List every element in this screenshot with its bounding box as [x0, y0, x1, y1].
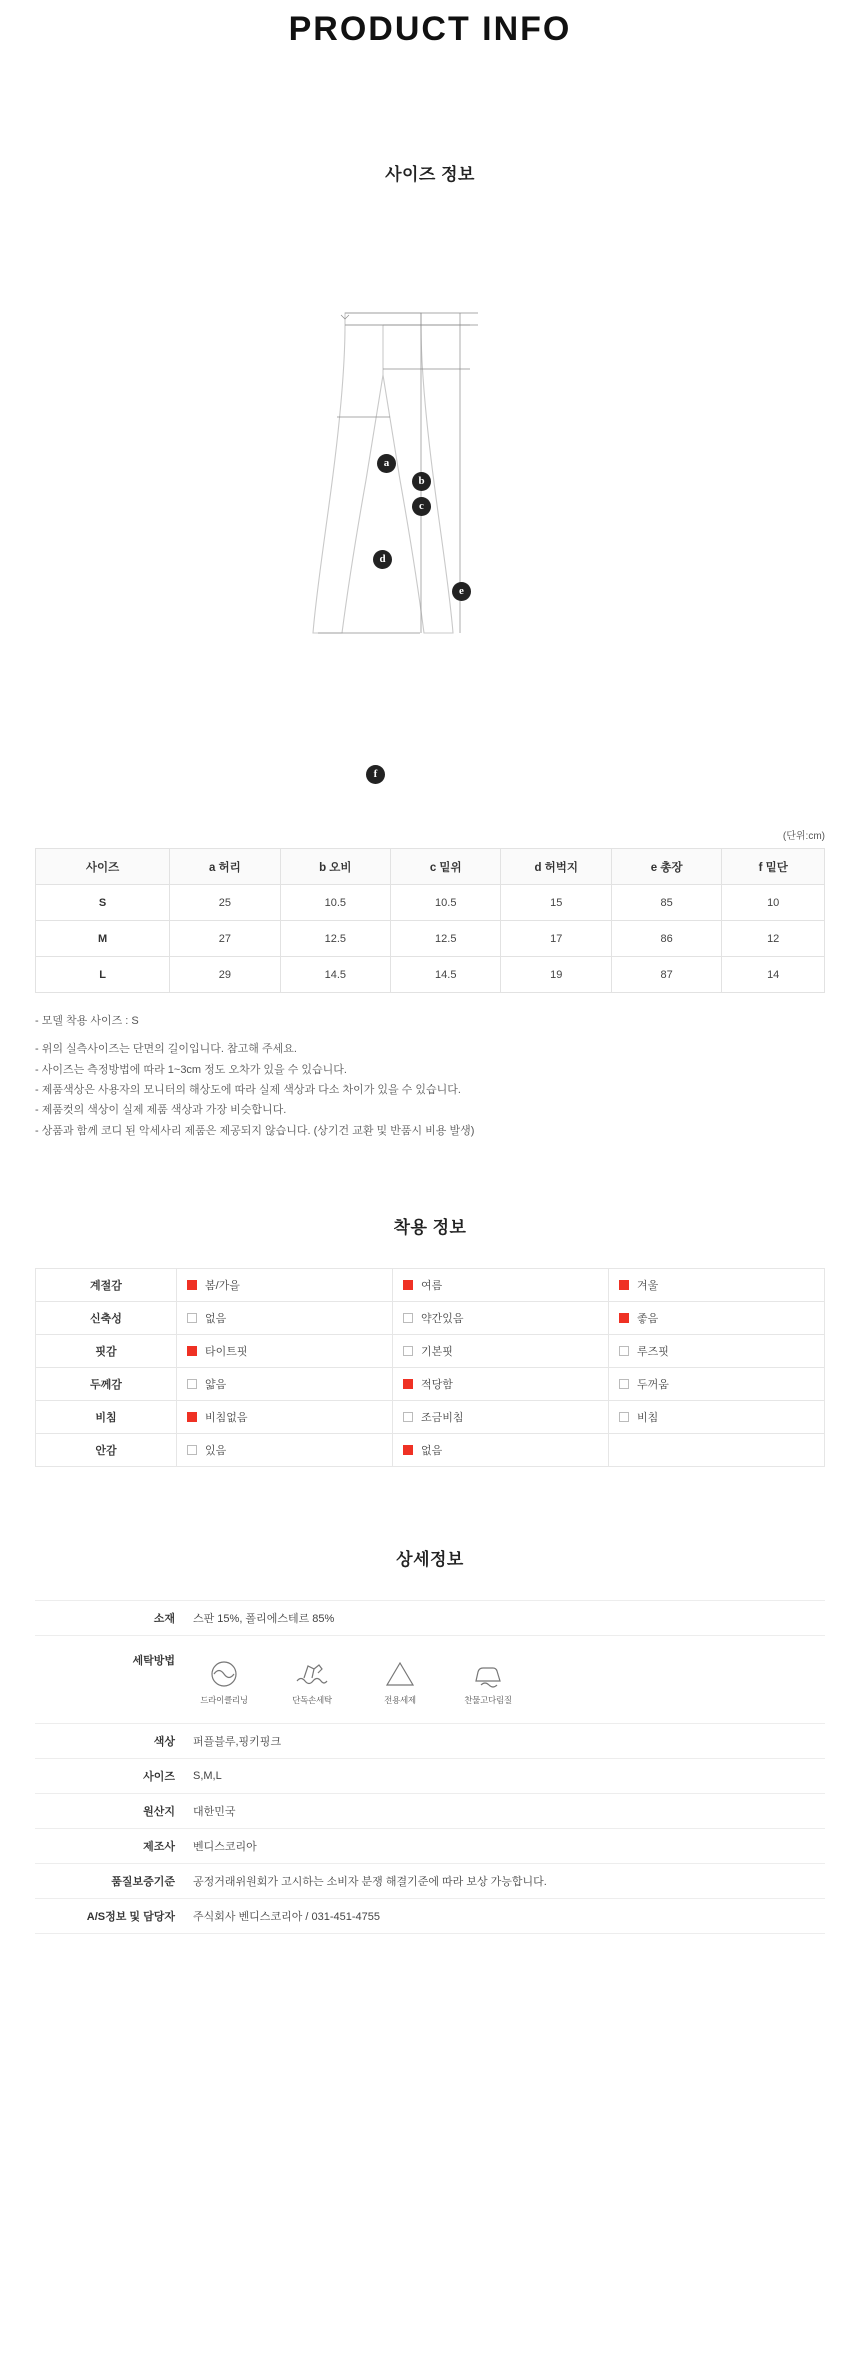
- leggings-outline-svg: [0, 225, 860, 645]
- wear-option-cell[interactable]: [177, 1269, 393, 1302]
- marker-d: d: [373, 550, 392, 569]
- wear-option-label: 적당함: [421, 1379, 453, 1392]
- wear-option-cell[interactable]: [393, 1269, 609, 1302]
- checkbox-icon[interactable]: [619, 1313, 629, 1323]
- marker-b: b: [412, 472, 431, 491]
- detail-key: 품질보증기준: [35, 1864, 193, 1899]
- wear-option-cell[interactable]: [609, 1269, 825, 1302]
- checkbox-icon[interactable]: [403, 1445, 413, 1455]
- wear-option-cell[interactable]: [177, 1401, 393, 1434]
- wear-option-label: 없음: [205, 1313, 227, 1326]
- table-row: [35, 1724, 825, 1759]
- size-cell: 85: [611, 885, 721, 921]
- size-col-3: c 밑위: [391, 849, 501, 885]
- wash-method-cell: [193, 1636, 825, 1724]
- detail-key: 소재: [35, 1601, 193, 1636]
- size-cell: 19: [501, 957, 611, 993]
- checkbox-icon[interactable]: [187, 1280, 197, 1290]
- wash-caption: 드라이클리닝: [200, 1695, 248, 1706]
- detail-value: 주식회사 벤디스코리아 / 031-451-4755: [193, 1899, 825, 1934]
- table-row: [36, 1434, 825, 1467]
- table-row: [35, 1794, 825, 1829]
- detail-value: 벤디스코리아: [193, 1829, 825, 1864]
- wear-option-label: 있음: [205, 1445, 227, 1458]
- wash-caption: 단독손세탁: [292, 1695, 332, 1706]
- table-row: [36, 1302, 825, 1335]
- wear-option-cell[interactable]: [393, 1302, 609, 1335]
- detail-value: 스판 15%, 폴리에스테르 85%: [193, 1601, 825, 1636]
- checkbox-icon[interactable]: [187, 1313, 197, 1323]
- size-cell: 87: [611, 957, 721, 993]
- wear-option-label: 얇음: [205, 1379, 227, 1392]
- marker-c: c: [412, 497, 431, 516]
- wear-option-cell[interactable]: [393, 1434, 609, 1467]
- table-row: [36, 921, 825, 957]
- special-detergent-icon: [369, 1655, 431, 1689]
- wash-item: [369, 1655, 431, 1706]
- wear-option-cell[interactable]: [393, 1368, 609, 1401]
- wear-option-cell[interactable]: [177, 1302, 393, 1335]
- marker-f: f: [366, 765, 385, 784]
- checkbox-icon[interactable]: [187, 1412, 197, 1422]
- hand-wash-icon: [281, 1655, 343, 1689]
- detail-key: 제조사: [35, 1829, 193, 1864]
- wear-option-label: 없음: [421, 1445, 443, 1458]
- size-cell: 10.5: [391, 885, 501, 921]
- wash-caption: 찬물고다림질: [464, 1695, 512, 1706]
- wear-option-label: 봄/가을: [205, 1280, 240, 1293]
- size-diagram: [0, 225, 860, 780]
- size-cell: L: [36, 957, 170, 993]
- checkbox-icon[interactable]: [187, 1346, 197, 1356]
- size-cell: 86: [611, 921, 721, 957]
- page-title: PRODUCT INFO: [288, 10, 572, 48]
- size-cell: 12: [722, 921, 825, 957]
- detail-key: 원산지: [35, 1794, 193, 1829]
- wash-item: [457, 1655, 519, 1706]
- size-cell: 12.5: [391, 921, 501, 957]
- size-col-5: e 총장: [611, 849, 721, 885]
- note-line: - 사이즈는 측정방법에 따라 1~3cm 정도 오차가 있을 수 있습니다.: [35, 1063, 347, 1076]
- wear-option-label: 기본핏: [421, 1346, 453, 1359]
- size-notes: [35, 1011, 825, 1141]
- size-table-header-row: [36, 849, 825, 885]
- checkbox-icon[interactable]: [403, 1280, 413, 1290]
- detail-key: 세탁방법: [35, 1636, 193, 1724]
- detail-key: 사이즈: [35, 1759, 193, 1794]
- wash-caption: 전용세제: [384, 1695, 416, 1706]
- detail-value: S,M,L: [193, 1759, 825, 1794]
- table-row: [36, 1335, 825, 1368]
- table-row: [36, 1401, 825, 1434]
- size-cell: 10: [722, 885, 825, 921]
- size-cell: S: [36, 885, 170, 921]
- wear-row-label: 비침: [36, 1401, 177, 1434]
- wear-option-label: 약간있음: [421, 1313, 464, 1326]
- wear-row-label: 핏감: [36, 1335, 177, 1368]
- size-cell: 25: [170, 885, 280, 921]
- wear-option-label: 겨울: [637, 1280, 659, 1293]
- table-row: [35, 1636, 825, 1724]
- detail-section-title: 상세정보: [396, 1550, 464, 1570]
- checkbox-icon[interactable]: [403, 1346, 413, 1356]
- size-col-6: f 밑단: [722, 849, 825, 885]
- wash-item: [281, 1655, 343, 1706]
- wear-row-label: 안감: [36, 1434, 177, 1467]
- wash-item: [193, 1655, 255, 1706]
- wear-option-cell[interactable]: [177, 1434, 393, 1467]
- size-cell: 14: [722, 957, 825, 993]
- table-row: [35, 1899, 825, 1934]
- checkbox-icon[interactable]: [619, 1379, 629, 1389]
- wear-section-title: 착용 정보: [393, 1218, 467, 1238]
- wear-option-cell[interactable]: [393, 1335, 609, 1368]
- table-row: [36, 1269, 825, 1302]
- note-gap: [35, 1031, 825, 1039]
- wear-option-cell[interactable]: [609, 1368, 825, 1401]
- wear-option-label: 비침없음: [205, 1412, 248, 1425]
- size-cell: 14.5: [391, 957, 501, 993]
- size-cell: 14.5: [280, 957, 390, 993]
- size-cell: 10.5: [280, 885, 390, 921]
- wear-option-cell[interactable]: [609, 1401, 825, 1434]
- size-cell: 15: [501, 885, 611, 921]
- size-section-title: 사이즈 정보: [385, 165, 475, 184]
- note-line: - 상품과 함께 코디 된 악세사리 제품은 제공되지 않습니다. (상기건 교환 및 반품시 비용 발생): [35, 1124, 475, 1137]
- wear-option-cell[interactable]: [177, 1335, 393, 1368]
- note-line: - 위의 실측사이즈는 단면의 길이입니다. 참고해 주세요.: [35, 1043, 297, 1056]
- checkbox-icon[interactable]: [619, 1280, 629, 1290]
- checkbox-icon[interactable]: [403, 1412, 413, 1422]
- size-col-1: a 허리: [170, 849, 280, 885]
- wear-option-cell[interactable]: [177, 1368, 393, 1401]
- wear-option-label: 루즈핏: [637, 1346, 669, 1359]
- detail-info-table: [35, 1600, 825, 1934]
- checkbox-icon[interactable]: [619, 1412, 629, 1422]
- size-cell: 12.5: [280, 921, 390, 957]
- table-row: [35, 1864, 825, 1899]
- wear-row-label: 신축성: [36, 1302, 177, 1335]
- size-cell: 29: [170, 957, 280, 993]
- checkbox-icon[interactable]: [619, 1346, 629, 1356]
- table-row: [36, 1368, 825, 1401]
- table-row: [35, 1601, 825, 1636]
- wear-option-label: 좋음: [637, 1313, 659, 1326]
- checkbox-icon[interactable]: [187, 1445, 197, 1455]
- wear-option-label: 타이트핏: [205, 1346, 248, 1359]
- detail-value: 퍼플블루,핑키핑크: [193, 1724, 825, 1759]
- size-table: [35, 848, 825, 993]
- dry-cleaning-icon: [193, 1655, 255, 1689]
- unit-note: (단위:cm): [782, 831, 825, 842]
- wear-option-cell[interactable]: [609, 1335, 825, 1368]
- wear-option-label: 비침: [637, 1412, 659, 1425]
- bottom-spacer: [0, 1934, 860, 1994]
- size-col-0: 사이즈: [36, 849, 170, 885]
- detail-value: 공정거래위원회가 고시하는 소비자 분쟁 해결기준에 따라 보상 가능합니다.: [193, 1864, 825, 1899]
- wear-row-label: 두께감: [36, 1368, 177, 1401]
- detail-key: 색상: [35, 1724, 193, 1759]
- wear-option-label: 두꺼움: [637, 1379, 669, 1392]
- note-line: - 제품색상은 사용자의 모니터의 해상도에 따라 실제 색상과 다소 차이가 있을 수 있습니다.: [35, 1084, 461, 1097]
- wear-option-label: 여름: [421, 1280, 443, 1293]
- detail-key: A/S정보 및 담당자: [35, 1899, 193, 1934]
- note-line: - 제품컷의 색상이 실제 제품 색상과 가장 비슷합니다.: [35, 1104, 287, 1117]
- table-row: [35, 1829, 825, 1864]
- size-cell: 27: [170, 921, 280, 957]
- wear-info-table: [35, 1268, 825, 1467]
- size-cell: M: [36, 921, 170, 957]
- table-row: [36, 957, 825, 993]
- wear-option-cell[interactable]: [609, 1302, 825, 1335]
- wear-option-label: 조금비침: [421, 1412, 464, 1425]
- no-bleach-icon: [457, 1655, 519, 1689]
- wear-option-cell-empty: [609, 1434, 825, 1467]
- size-cell: 17: [501, 921, 611, 957]
- wear-row-label: 계절감: [36, 1269, 177, 1302]
- table-row: [36, 885, 825, 921]
- checkbox-icon[interactable]: [403, 1313, 413, 1323]
- size-col-4: d 허벅지: [501, 849, 611, 885]
- size-col-2: b 오비: [280, 849, 390, 885]
- marker-a: a: [377, 454, 396, 473]
- marker-e: e: [452, 582, 471, 601]
- wear-option-cell[interactable]: [393, 1401, 609, 1434]
- table-row: [35, 1759, 825, 1794]
- checkbox-icon[interactable]: [187, 1379, 197, 1389]
- detail-value: 대한민국: [193, 1794, 825, 1829]
- checkbox-icon[interactable]: [403, 1379, 413, 1389]
- note-line: - 모델 착용 사이즈 : S: [35, 1015, 139, 1027]
